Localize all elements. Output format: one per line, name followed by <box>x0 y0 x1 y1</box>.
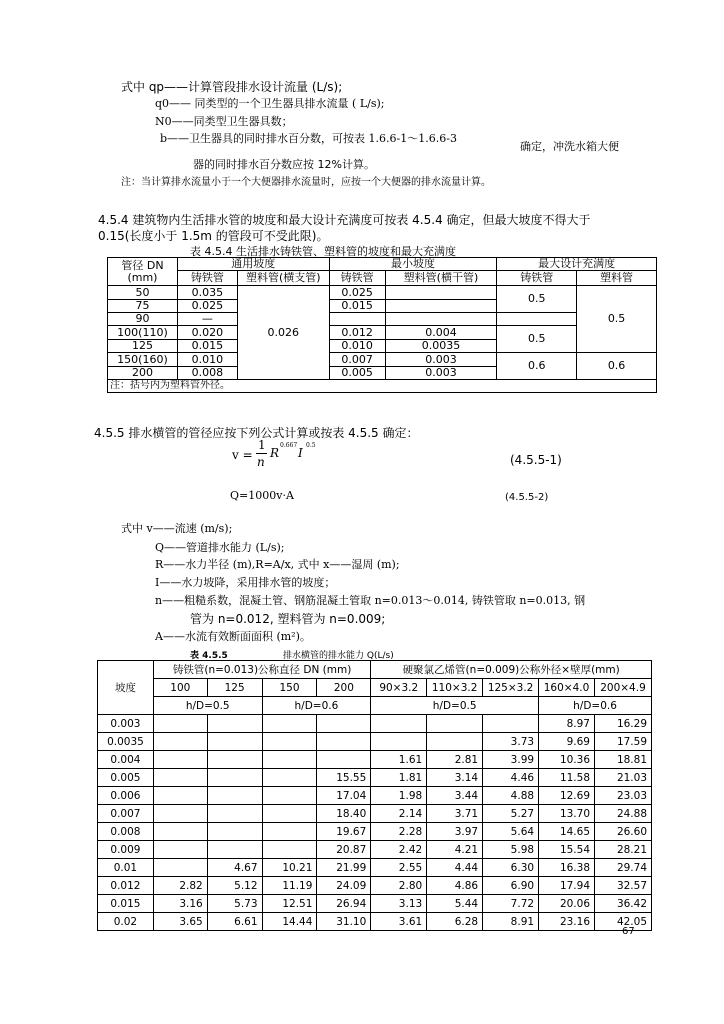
cell-capacity: 3.97 <box>427 823 483 841</box>
cell-fill-cast: 0.5 <box>497 326 577 353</box>
def-b-cont2: 器的同时排水百分数应按 12%计算。 <box>193 158 375 171</box>
th-cast-iron: 铸铁管(n=0.013)公称直径 DN (mm) <box>153 661 370 679</box>
cell-capacity: 8.97 <box>539 715 595 733</box>
def-v: 式中 v——流速 (m/s); <box>121 522 233 535</box>
cell-capacity: 17.04 <box>317 787 371 805</box>
cell-capacity: 4.86 <box>427 877 483 895</box>
th-size: 150 <box>262 679 317 697</box>
table-row <box>98 859 652 877</box>
cell-min-plastic <box>385 300 497 313</box>
cell-min-plastic: 0.0035 <box>385 340 497 353</box>
cell-slope: 0.02 <box>98 913 154 931</box>
th-cast: 铸铁管 <box>177 271 237 286</box>
cell-capacity: 18.81 <box>595 751 652 769</box>
section-455-text: 4.5.5 排水横管的管径应按下列公式计算或按表 4.5.5 确定： <box>94 426 419 440</box>
cell-capacity: 26.94 <box>317 895 371 913</box>
cell-capacity <box>207 715 262 733</box>
cell-capacity <box>153 787 207 805</box>
cell-capacity: 6.61 <box>207 913 262 931</box>
cell-slope: 0.003 <box>98 715 154 733</box>
cell-capacity: 42.05 <box>595 913 652 931</box>
cell-capacity <box>262 733 317 751</box>
cell-capacity: 2.81 <box>427 751 483 769</box>
cell-capacity: 15.55 <box>317 769 371 787</box>
cell-plastic-branch: 0.026 <box>237 286 329 380</box>
cell-capacity <box>207 787 262 805</box>
cell-dn: 100(110) <box>108 326 178 340</box>
cell-capacity: 3.99 <box>483 751 539 769</box>
th-dn: 管径 DN (mm) <box>108 258 178 286</box>
formula-1-I-exp: 0.5 <box>306 442 316 449</box>
th-hd: h/D=0.6 <box>262 697 371 715</box>
cell-min: 0.025 <box>329 286 385 300</box>
cell-slope: 0.009 <box>98 841 154 859</box>
cell-capacity <box>262 841 317 859</box>
cell-capacity: 3.73 <box>483 733 539 751</box>
cell-capacity: 19.67 <box>317 823 371 841</box>
th-plastic: 塑料管 <box>577 271 657 286</box>
table-row <box>98 805 652 823</box>
cell-dn: 75 <box>108 300 178 313</box>
cell-slope: 0.007 <box>98 805 154 823</box>
th-slope: 坡度 <box>98 661 154 715</box>
cell-capacity: 12.69 <box>539 787 595 805</box>
cell-capacity <box>207 733 262 751</box>
cell-slope: 0.0035 <box>98 733 154 751</box>
cell-capacity <box>153 841 207 859</box>
cell-capacity <box>153 715 207 733</box>
cell-general: 0.025 <box>177 300 237 313</box>
cell-min-plastic <box>385 313 497 326</box>
cell-min-plastic: 0.003 <box>385 367 497 380</box>
cell-capacity: 8.91 <box>483 913 539 931</box>
formula-1-I: I <box>298 446 303 460</box>
th-size: 100 <box>153 679 207 697</box>
formula-1-R-exp: 0.667 <box>280 442 298 449</box>
th-size: 200×4.9 <box>595 679 652 697</box>
cell-capacity: 5.27 <box>483 805 539 823</box>
th-hd: h/D=0.6 <box>539 697 652 715</box>
page-number: 67 <box>622 926 635 937</box>
def-R: R——水力半径 (m),R=A/x, 式中 x——湿周 (m); <box>155 558 400 571</box>
cell-general: 0.035 <box>177 286 237 300</box>
cell-capacity: 13.70 <box>539 805 595 823</box>
def-Q: Q——管道排水能力 (L/s); <box>155 541 285 554</box>
cell-capacity: 10.21 <box>262 859 317 877</box>
cell-capacity: 29.74 <box>595 859 652 877</box>
cell-capacity: 21.03 <box>595 769 652 787</box>
cell-min: 0.005 <box>329 367 385 380</box>
cell-capacity <box>317 715 371 733</box>
cell-capacity <box>262 805 317 823</box>
th-size: 90×3.2 <box>371 679 427 697</box>
cell-capacity: 36.42 <box>595 895 652 913</box>
th-size: 160×4.0 <box>539 679 595 697</box>
cell-capacity <box>153 823 207 841</box>
cell-capacity <box>427 733 483 751</box>
th-hd: h/D=0.5 <box>153 697 262 715</box>
cell-capacity: 10.36 <box>539 751 595 769</box>
table-row <box>98 823 652 841</box>
cell-capacity: 15.54 <box>539 841 595 859</box>
cell-capacity: 1.98 <box>371 787 427 805</box>
cell-slope: 0.004 <box>98 751 154 769</box>
formula-2: Q=1000v·A <box>230 489 294 502</box>
def-I: I——水力坡降，采用排水管的坡度； <box>155 576 336 589</box>
cell-capacity: 1.61 <box>371 751 427 769</box>
cell-capacity: 18.40 <box>317 805 371 823</box>
cell-fill-plastic: 0.5 <box>577 286 657 353</box>
cell-capacity: 24.09 <box>317 877 371 895</box>
cell-general: 0.010 <box>177 353 237 367</box>
cell-dn: 50 <box>108 286 178 300</box>
cell-min <box>329 313 385 326</box>
cell-capacity: 5.98 <box>483 841 539 859</box>
cell-capacity: 4.44 <box>427 859 483 877</box>
cell-min-plastic: 0.004 <box>385 326 497 340</box>
cell-capacity: 3.14 <box>427 769 483 787</box>
cell-slope: 0.005 <box>98 769 154 787</box>
cell-capacity <box>153 805 207 823</box>
cell-fill-cast: 0.5 <box>497 286 577 313</box>
cell-capacity: 2.82 <box>153 877 207 895</box>
formula-1-den: n <box>257 455 265 469</box>
cell-capacity <box>153 733 207 751</box>
formula-1-R: R <box>270 446 280 460</box>
table-row <box>98 715 652 733</box>
cell-slope: 0.012 <box>98 877 154 895</box>
cell-min-plastic: 0.003 <box>385 353 497 367</box>
cell-capacity: 16.38 <box>539 859 595 877</box>
th-plastic-main: 塑料管(横干管) <box>385 271 497 286</box>
cell-slope: 0.015 <box>98 895 154 913</box>
def-n-cont: 管为 n=0.012, 塑料管为 n=0.009; <box>190 612 386 626</box>
table-row <box>98 787 652 805</box>
cell-capacity: 11.58 <box>539 769 595 787</box>
table-455 <box>97 660 652 931</box>
cell-min: 0.007 <box>329 353 385 367</box>
th-size: 110×3.2 <box>427 679 483 697</box>
def-n: n——粗糙系数，混凝土管、钢筋混凝土管取 n=0.013～0.014, 铸铁管取 n=0.013, 钢 <box>155 594 586 607</box>
cell-capacity: 3.13 <box>371 895 427 913</box>
cell-capacity <box>207 841 262 859</box>
table-455-caption-no: 表 4.5.5 <box>190 651 228 661</box>
th-size: 125 <box>207 679 262 697</box>
cell-capacity: 4.88 <box>483 787 539 805</box>
table-row <box>98 895 652 913</box>
def-b-cont: 确定，冲洗水箱大便 <box>520 140 619 153</box>
cell-capacity: 16.29 <box>595 715 652 733</box>
th-plastic-branch: 塑料管(横支管) <box>237 271 329 286</box>
section-454-text2: 0.15(长度小于 1.5m 的管段可不受此限)。 <box>98 229 329 243</box>
def-note: 注：当计算排水流量小于一个大便器排水流量时，应按一个大便器的排水流量计算。 <box>121 177 491 188</box>
cell-capacity: 9.69 <box>539 733 595 751</box>
cell-capacity: 3.71 <box>427 805 483 823</box>
cell-capacity: 2.42 <box>371 841 427 859</box>
cell-slope: 0.01 <box>98 859 154 877</box>
def-n0: N0——同类型卫生器具数； <box>155 115 293 128</box>
table-454-caption: 表 4.5.4 生活排水铸铁管、塑料管的坡度和最大充满度 <box>190 245 456 258</box>
cell-capacity <box>207 769 262 787</box>
cell-capacity: 5.73 <box>207 895 262 913</box>
cell-capacity <box>262 787 317 805</box>
formula-1 <box>232 438 332 474</box>
cell-capacity <box>427 715 483 733</box>
cell-capacity <box>153 859 207 877</box>
table-row <box>98 751 652 769</box>
cell-capacity: 4.67 <box>207 859 262 877</box>
cell-capacity: 5.64 <box>483 823 539 841</box>
cell-capacity <box>153 751 207 769</box>
cell-capacity: 7.72 <box>483 895 539 913</box>
cell-capacity <box>207 751 262 769</box>
cell-dn: 150(160) <box>108 353 178 367</box>
cell-general: 0.020 <box>177 326 237 340</box>
th-general: 通用坡度 <box>177 258 329 271</box>
cell-capacity: 6.30 <box>483 859 539 877</box>
cell-general: 0.015 <box>177 340 237 353</box>
cell-capacity: 3.65 <box>153 913 207 931</box>
th-min: 最小坡度 <box>329 258 497 271</box>
cell-general: 0.008 <box>177 367 237 380</box>
table-row <box>98 769 652 787</box>
cell-min: 0.012 <box>329 326 385 340</box>
table-454 <box>107 257 657 393</box>
table-row <box>98 841 652 859</box>
cell-capacity: 6.28 <box>427 913 483 931</box>
cell-capacity: 5.12 <box>207 877 262 895</box>
cell-fill-cast: 0.6 <box>497 353 577 380</box>
cell-general: — <box>177 313 237 326</box>
cell-capacity: 3.61 <box>371 913 427 931</box>
cell-capacity: 20.87 <box>317 841 371 859</box>
th-cast: 铸铁管 <box>329 271 385 286</box>
th-pvc: 硬聚氯乙烯管(n=0.009)公称外径×壁厚(mm) <box>371 661 652 679</box>
cell-slope: 0.008 <box>98 823 154 841</box>
cell-capacity: 17.94 <box>539 877 595 895</box>
cell-fill-cast <box>497 313 577 326</box>
formula-2-number: (4.5.5-2) <box>505 492 549 503</box>
cell-dn: 90 <box>108 313 178 326</box>
cell-capacity <box>317 733 371 751</box>
def-b: b——卫生器具的同时排水百分数，可按表 1.6.6-1～1.6.6-3 <box>160 132 457 145</box>
cell-capacity <box>153 769 207 787</box>
th-size: 125×3.2 <box>483 679 539 697</box>
cell-capacity <box>207 805 262 823</box>
cell-capacity: 1.81 <box>371 769 427 787</box>
cell-min-plastic <box>385 286 497 300</box>
cell-capacity: 23.16 <box>539 913 595 931</box>
cell-capacity: 2.14 <box>371 805 427 823</box>
cell-capacity <box>483 715 539 733</box>
def-q0: q0—— 同类型的一个卫生器具排水流量 ( L/s); <box>155 97 385 110</box>
cell-capacity <box>317 751 371 769</box>
cell-capacity: 3.44 <box>427 787 483 805</box>
cell-capacity: 2.80 <box>371 877 427 895</box>
th-hd: h/D=0.5 <box>371 697 539 715</box>
cell-capacity: 21.99 <box>317 859 371 877</box>
formula-1-lhs: v = <box>232 448 253 462</box>
cell-capacity: 3.16 <box>153 895 207 913</box>
cell-capacity: 5.44 <box>427 895 483 913</box>
cell-capacity: 2.55 <box>371 859 427 877</box>
cell-capacity: 17.59 <box>595 733 652 751</box>
cell-fill-plastic: 0.6 <box>577 353 657 380</box>
cell-capacity: 24.88 <box>595 805 652 823</box>
cell-capacity: 4.21 <box>427 841 483 859</box>
table-454-note: 注：括号内为塑料管外径。 <box>108 380 657 393</box>
cell-capacity <box>262 823 317 841</box>
cell-capacity: 6.90 <box>483 877 539 895</box>
section-454-text: 4.5.4 建筑物内生活排水管的坡度和最大设计充满度可按表 4.5.4 确定，但最大坡度不得大于 <box>98 213 591 227</box>
cell-capacity: 12.51 <box>262 895 317 913</box>
cell-capacity <box>371 715 427 733</box>
cell-capacity: 23.03 <box>595 787 652 805</box>
table-455-caption-title: 排水横管的排水能力 Q(L/s) <box>283 651 394 661</box>
cell-capacity <box>207 823 262 841</box>
cell-capacity: 2.28 <box>371 823 427 841</box>
cell-capacity: 14.65 <box>539 823 595 841</box>
cell-capacity <box>262 715 317 733</box>
cell-capacity <box>371 733 427 751</box>
th-max: 最大设计充满度 <box>497 258 657 271</box>
def-A: A——水流有效断面面积 (m²)。 <box>155 630 311 643</box>
cell-capacity: 31.10 <box>317 913 371 931</box>
formula-1-number: (4.5.5-1) <box>510 453 562 467</box>
formula-1-num: 1 <box>258 438 266 452</box>
def-qp: 式中 qp——计算管段排水设计流量 (L/s); <box>121 80 343 94</box>
cell-capacity <box>262 751 317 769</box>
cell-capacity: 28.21 <box>595 841 652 859</box>
th-cast: 铸铁管 <box>497 271 577 286</box>
table-row <box>98 877 652 895</box>
cell-slope: 0.006 <box>98 787 154 805</box>
cell-capacity: 4.46 <box>483 769 539 787</box>
formula-1-fraction-bar <box>256 453 267 454</box>
cell-dn: 200 <box>108 367 178 380</box>
cell-capacity <box>262 769 317 787</box>
cell-capacity: 11.19 <box>262 877 317 895</box>
cell-min: 0.015 <box>329 300 385 313</box>
th-size: 200 <box>317 679 371 697</box>
cell-min: 0.010 <box>329 340 385 353</box>
table-row <box>98 733 652 751</box>
cell-capacity: 32.57 <box>595 877 652 895</box>
cell-capacity: 20.06 <box>539 895 595 913</box>
table-row <box>98 913 652 931</box>
cell-capacity: 26.60 <box>595 823 652 841</box>
cell-dn: 125 <box>108 340 178 353</box>
cell-capacity: 14.44 <box>262 913 317 931</box>
